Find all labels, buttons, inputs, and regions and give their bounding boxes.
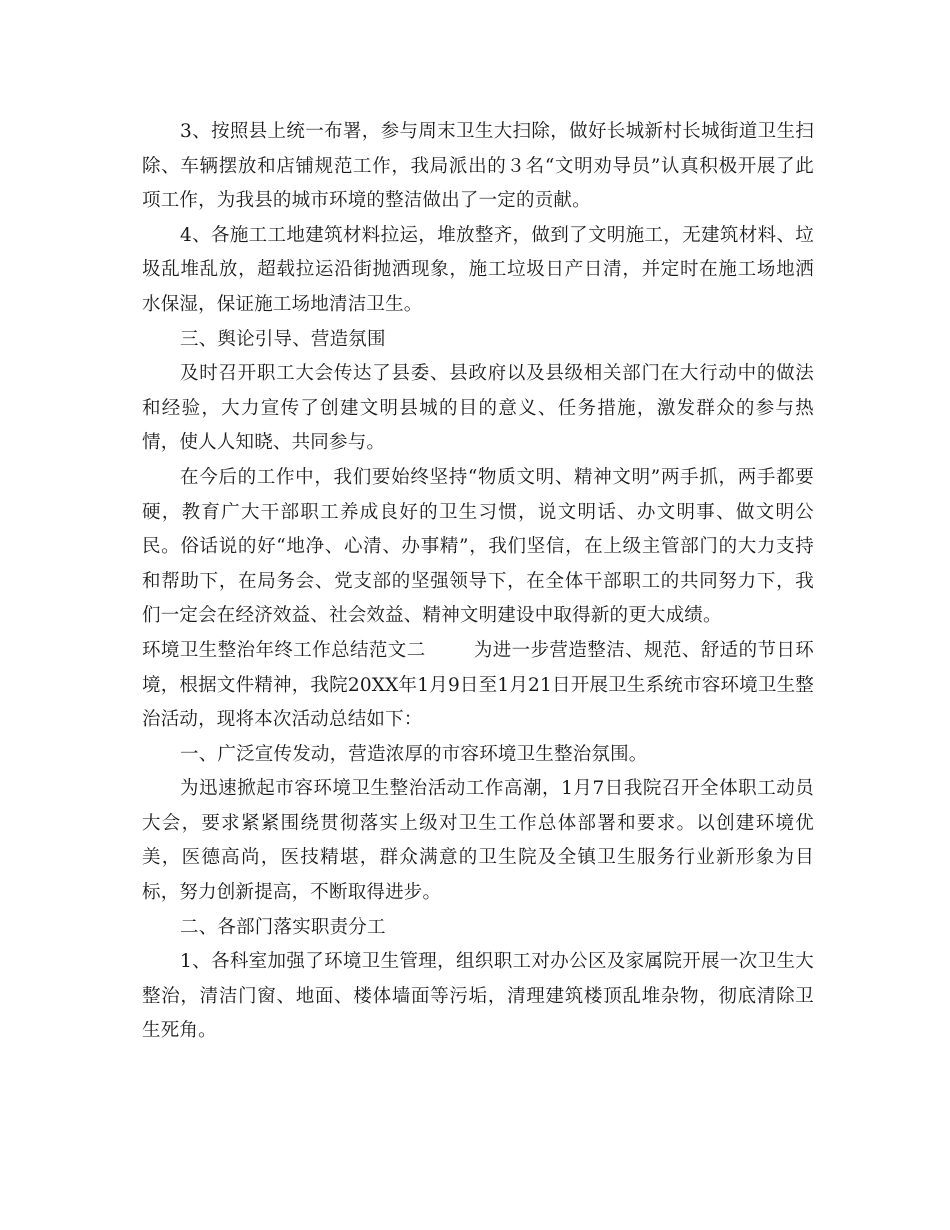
article-intro: 为进一步营造整洁、规范、舒适的节日环境，根据文件精神，我院20XX年1月9日至1月21日开展卫生系统市容环境卫生整治活动，现将本次活动总结如下： [142,639,814,731]
paragraph-item-3: 3、按照县上统一布署，参与周末卫生大扫除，做好长城新村长城街道卫生扫除、车辆摆放和店铺规范工作，我局派出的３名“文明劝导员”认真积极开展了此项工作，为我县的城市环境的整洁做出了一定的贡献。 [142,121,814,212]
section-heading-responsibilities: 二、各部门落实职责分工 [180,916,386,938]
paragraph-future-work: 在今后的工作中，我们要始终坚持“物质文明、精神文明”两手抓，两手都要硬，教育广大干部职工养成良好的卫生习惯，说文明话、办文明事、做文明公民。俗话说的好“地净、心清、办事精”，我们坚信，在上级主管部门的大力支持和帮助下，在局务会、党支部的坚强领导下，在全体干部职工的共同努力下，我们一定会在经济效益、社会效益、精神文明建设中取得新的更大成绩。 [142,466,814,627]
document-body [142,115,814,1049]
paragraph-second-article [142,634,814,738]
paragraph-item-4: 4、各施工工地建筑材料拉运，堆放整齐，做到了文明施工，无建筑材料、垃圾乱堆乱放，超载拉运沿街抛洒现象，施工垃圾日产日清，并定时在施工场地洒水保湿，保证施工场地清洁卫生。 [142,224,814,315]
paragraph-mobilization: 为迅速掀起市容环境卫生整治活动工作高潮，1月7日我院召开全体职工动员大会，要求紧紧围绕贯彻落实上级对卫生工作总体部署和要求。以创建环境优美，医德高尚，医技精堪，群众满意的卫生院及全镇卫生服务行业新形象为目标，努力创新提高，不断取得进步。 [142,778,814,904]
paragraph-item-1: 1、各科室加强了环境卫生管理，组织职工对办公区及家属院开展一次卫生大整治，清洁门窗、地面、楼体墙面等污垢，清理建筑楼顶乱堆杂物，彻底清除卫生死角。 [142,951,814,1042]
section-heading-publicity: 一、广泛宣传发动，营造浓厚的市容环境卫生整治氛围。 [180,743,648,765]
section-heading-public-opinion: 三、舆论引导、营造氛围 [180,328,386,350]
paragraph-staff-meeting: 及时召开职工大会传达了县委、县政府以及县级相关部门在大行动中的做法和经验，大力宣传了创建文明县城的目的意义、任务措施，激发群众的参与热情，使人人知晓、共同参与。 [142,363,814,454]
article-title: 环境卫生整治年终工作总结范文二 [142,639,426,661]
